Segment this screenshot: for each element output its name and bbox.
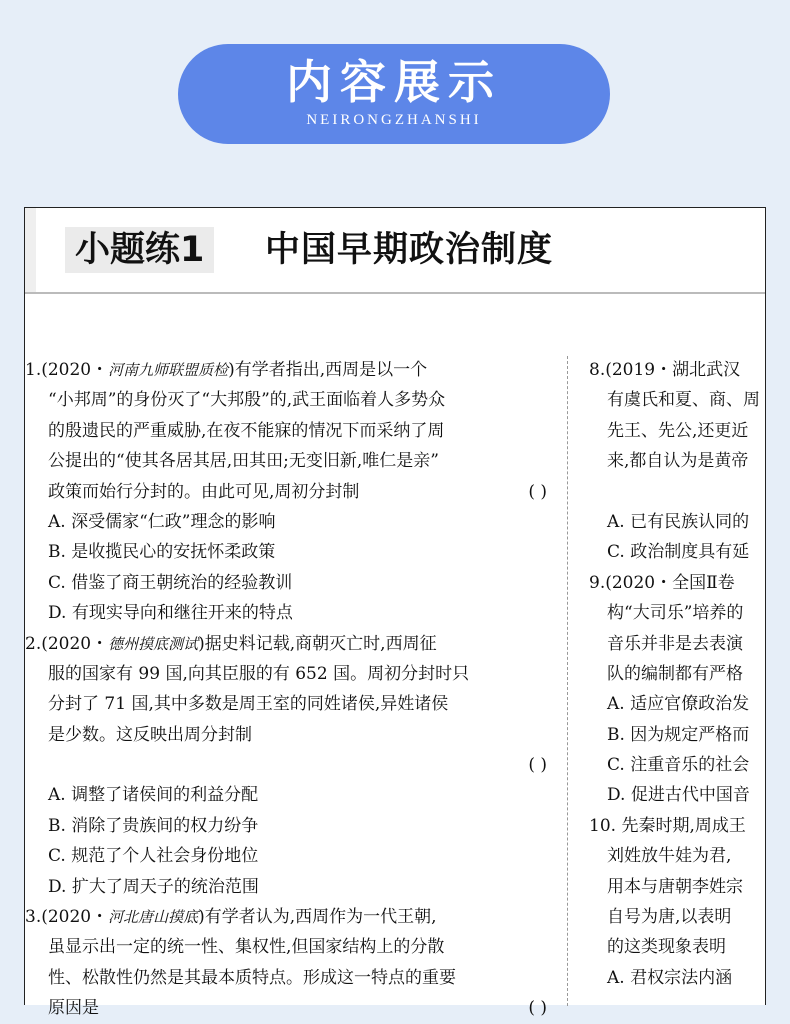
right-line: 自号为唐,以表明 [607,907,732,928]
exercise-page [24,207,766,1019]
q1-line-1: 1.(2020・河南九师联盟质检)有学者指出,西周是以一个 [25,360,428,380]
right-line: 用本与唐朝李姓宗 [607,876,743,897]
right-line: C. 注重音乐的社会 [607,755,750,776]
q3-answer-blank: ( ) [528,998,547,1019]
q1-line-3: 的殷遗民的严重威胁,在夜不能寐的情况下而采纳了周 [48,420,445,441]
q2-option-c: C. 规范了个人社会身份地位 [48,846,259,867]
right-line: 音乐并非是去表演 [607,633,743,654]
q3-source: 河北唐山摸底 [108,908,199,927]
exercise-header [25,208,765,294]
q1-option-b: B. 是收揽民心的安抚怀柔政策 [48,542,276,563]
q1-option-c: C. 借鉴了商王朝统治的经验教训 [48,572,293,593]
left-column [25,355,547,1024]
q2-line-4: 是少数。这反映出周分封制 [48,724,252,745]
right-line: 先王、先公,还更近 [607,420,749,441]
q3-line-3: 性、松散性仍然是其最本质特点。形成这一特点的重要 [48,967,456,988]
q2-paren-line [25,750,547,780]
right-line: 9.(2020・全国Ⅱ卷 [589,572,735,593]
right-line: 10. 先秦时期,周成王 [589,815,746,836]
right-line: 有虞氏和夏、商、周 [607,390,760,411]
q2-option-a: A. 调整了诸侯间的利益分配 [48,785,259,806]
right-column [589,355,789,993]
q1-source: 河南九师联盟质检 [108,361,229,379]
banner-subtitle: NEIRONGZHANSHI [306,112,482,128]
q2-option-d: D. 扩大了周天子的统治范围 [48,876,259,897]
exercise-title: 中国早期政治制度 [265,230,554,270]
q2-line-2: 服的国家有 99 国,向其臣服的有 652 国。周初分封时只 [48,663,470,684]
q1-line-4: 公提出的“使其各居其居,田其田;无变旧新,唯仁是亲” [48,451,439,472]
q1-line-2: “小邦周”的身份灭了“大邦殷”的,武王面临着人多势众 [48,390,446,411]
q3-line-2: 虽显示出一定的统一性、集权性,但国家结构上的分散 [48,937,445,958]
right-line: 来,都自认为是黄帝 [607,451,749,472]
right-line: A. 适应官僚政治发 [607,694,750,715]
column-divider [567,356,568,1006]
q2-line-1: 2.(2020・德州摸底测试)据史料记载,商朝灭亡时,西周征 [25,633,437,654]
q2-line-3: 分封了 71 国,其中多数是周王室的同姓诸侯,异姓诸侯 [48,694,449,715]
q1-line-5: 政策而始行分封的。由此可见,周初分封制 ( ) [25,477,547,507]
right-line: 的这类现象表明 [607,937,726,958]
q3-line-1: 3.(2020・河北唐山摸底)有学者认为,西周作为一代王朝, [25,907,437,928]
right-line: 构“大司乐”培养的 [607,603,744,624]
right-line: A. 君权宗法内涵 [607,967,733,988]
section-banner [178,44,610,144]
right-line: A. 已有民族认同的 [607,511,750,532]
banner-title: 内容展示 [286,55,502,109]
right-line: D. 促进古代中国音 [607,785,750,806]
right-line: 8.(2019・湖北武汉 [589,360,741,380]
right-line: B. 因为规定严格而 [607,724,750,745]
q1-option-a: A. 深受儒家“仁政”理念的影响 [48,511,276,532]
q2-answer-blank: ( ) [528,755,547,776]
q2-source: 德州摸底测试 [108,634,199,653]
q1-option-d: D. 有现实导向和继往开来的特点 [48,603,293,624]
q1-answer-blank: ( ) [528,481,547,502]
exercise-number: 小题练1 [65,227,214,273]
right-line: 刘姓放牛娃为君, [607,846,732,867]
q3-line-4: 原因是 ( ) [25,993,547,1023]
right-line: 队的编制都有严格 [607,663,743,684]
right-line: C. 政治制度具有延 [607,542,750,563]
q2-option-b: B. 消除了贵族间的权力纷争 [48,815,259,836]
right-blank-line [589,477,789,507]
